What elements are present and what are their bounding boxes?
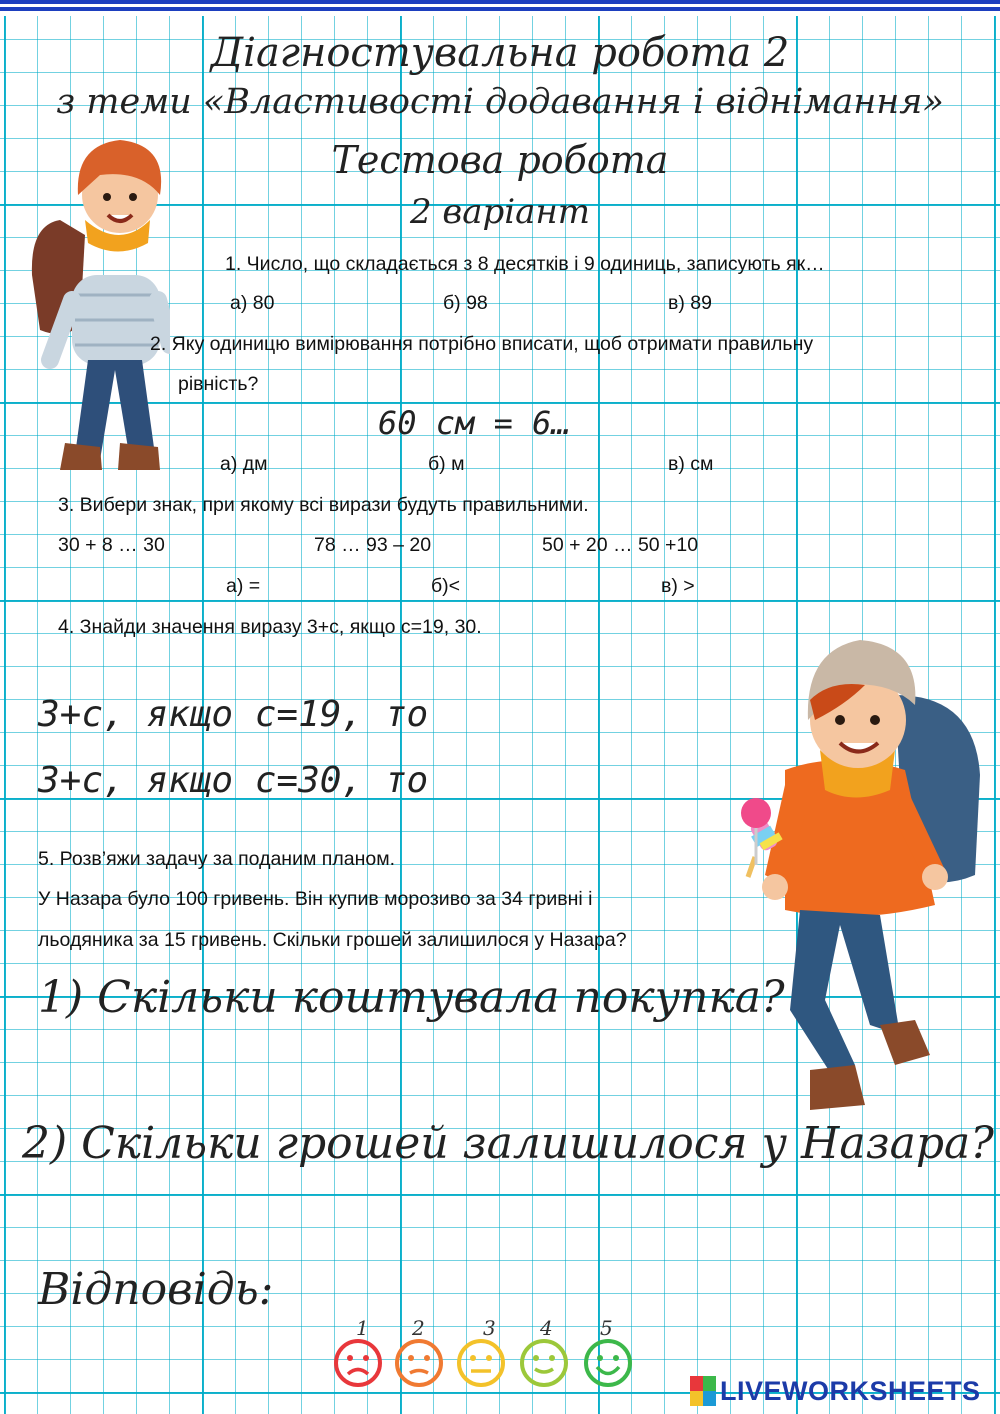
q1-option-a[interactable]: а) 80 [230,292,275,314]
q3-expression-3: 50 + 20 … 50 +10 [542,534,699,556]
question-5-line-2: льодяника за 15 гривень. Скільки грошей залишилося у Назара? [38,929,627,951]
answer-label: Відповідь: [38,1264,274,1315]
rating-face-happy-icon[interactable] [519,1338,569,1388]
rating-face-very-happy-icon[interactable] [583,1338,633,1388]
rating-face-neutral-icon[interactable] [456,1338,506,1388]
rating-number-4: 4 [540,1316,553,1340]
q3-option-a[interactable]: а) = [226,575,261,597]
q2-option-a[interactable]: а) дм [220,453,268,475]
rating-face-very-sad-icon[interactable] [333,1338,383,1388]
q3-expression-1: 30 + 8 … 30 [58,534,165,556]
question-5-line-1: У Назара було 100 гривень. Він купив морозиво за 34 гривні і [38,888,593,910]
q1-option-b[interactable]: б) 98 [443,292,488,314]
q2-option-b[interactable]: б) м [428,453,465,475]
question-2-line-1: 2. Яку одиницю вимірювання потрібно вписати, щоб отримати правильну [150,333,814,355]
q2-option-c[interactable]: в) см [668,453,714,475]
question-1-text: 1. Число, що складається з 8 десятків і 9 одиниць, записують як… [225,253,825,275]
q3-option-c[interactable]: в) > [661,575,695,597]
rating-face-sad-icon[interactable] [394,1338,444,1388]
liveworksheets-logo [690,1376,981,1406]
question-2-equation: 60 см = 6… [378,404,571,442]
title-line-3: Тестова робота [331,138,669,182]
rating-number-3: 3 [483,1316,496,1340]
q3-option-b[interactable]: б)< [431,575,461,597]
live-badge-icon [690,1376,716,1406]
boy-illustration-left [20,125,170,470]
rating-number-5: 5 [600,1316,613,1340]
title-line-1: Діагностувальна робота 2 [210,30,790,76]
q3-expression-2: 78 … 93 – 20 [314,534,432,556]
plan-step-2: 2) Скільки грошей залишилося у Назара? [22,1118,994,1169]
brand-name: LIVEWORKSHEETS [720,1375,981,1406]
top-border [0,0,1000,16]
question-4-text: 4. Знайди значення виразу 3+с, якщо с=19, 30. [58,616,482,638]
question-2-line-2: рівність? [178,373,259,395]
q1-option-c[interactable]: в) 89 [668,292,712,314]
title-line-2: з теми «Властивості додавання і віднімання» [56,82,944,122]
q4-line-2: 3+с, якщо с=30, то [38,760,429,801]
boy-illustration-right [690,625,990,1120]
title-line-4: 2 варіант [409,192,591,232]
plan-step-1: 1) Скільки коштувала покупка? [38,972,785,1023]
rating-number-2: 2 [412,1316,425,1340]
question-3-text: 3. Вибери знак, при якому всі вирази будуть правильними. [58,494,589,516]
question-5-title: 5. Розв’яжи задачу за поданим планом. [38,848,396,870]
q4-line-1: 3+с, якщо с=19, то [38,694,429,735]
rating-number-1: 1 [356,1316,369,1340]
